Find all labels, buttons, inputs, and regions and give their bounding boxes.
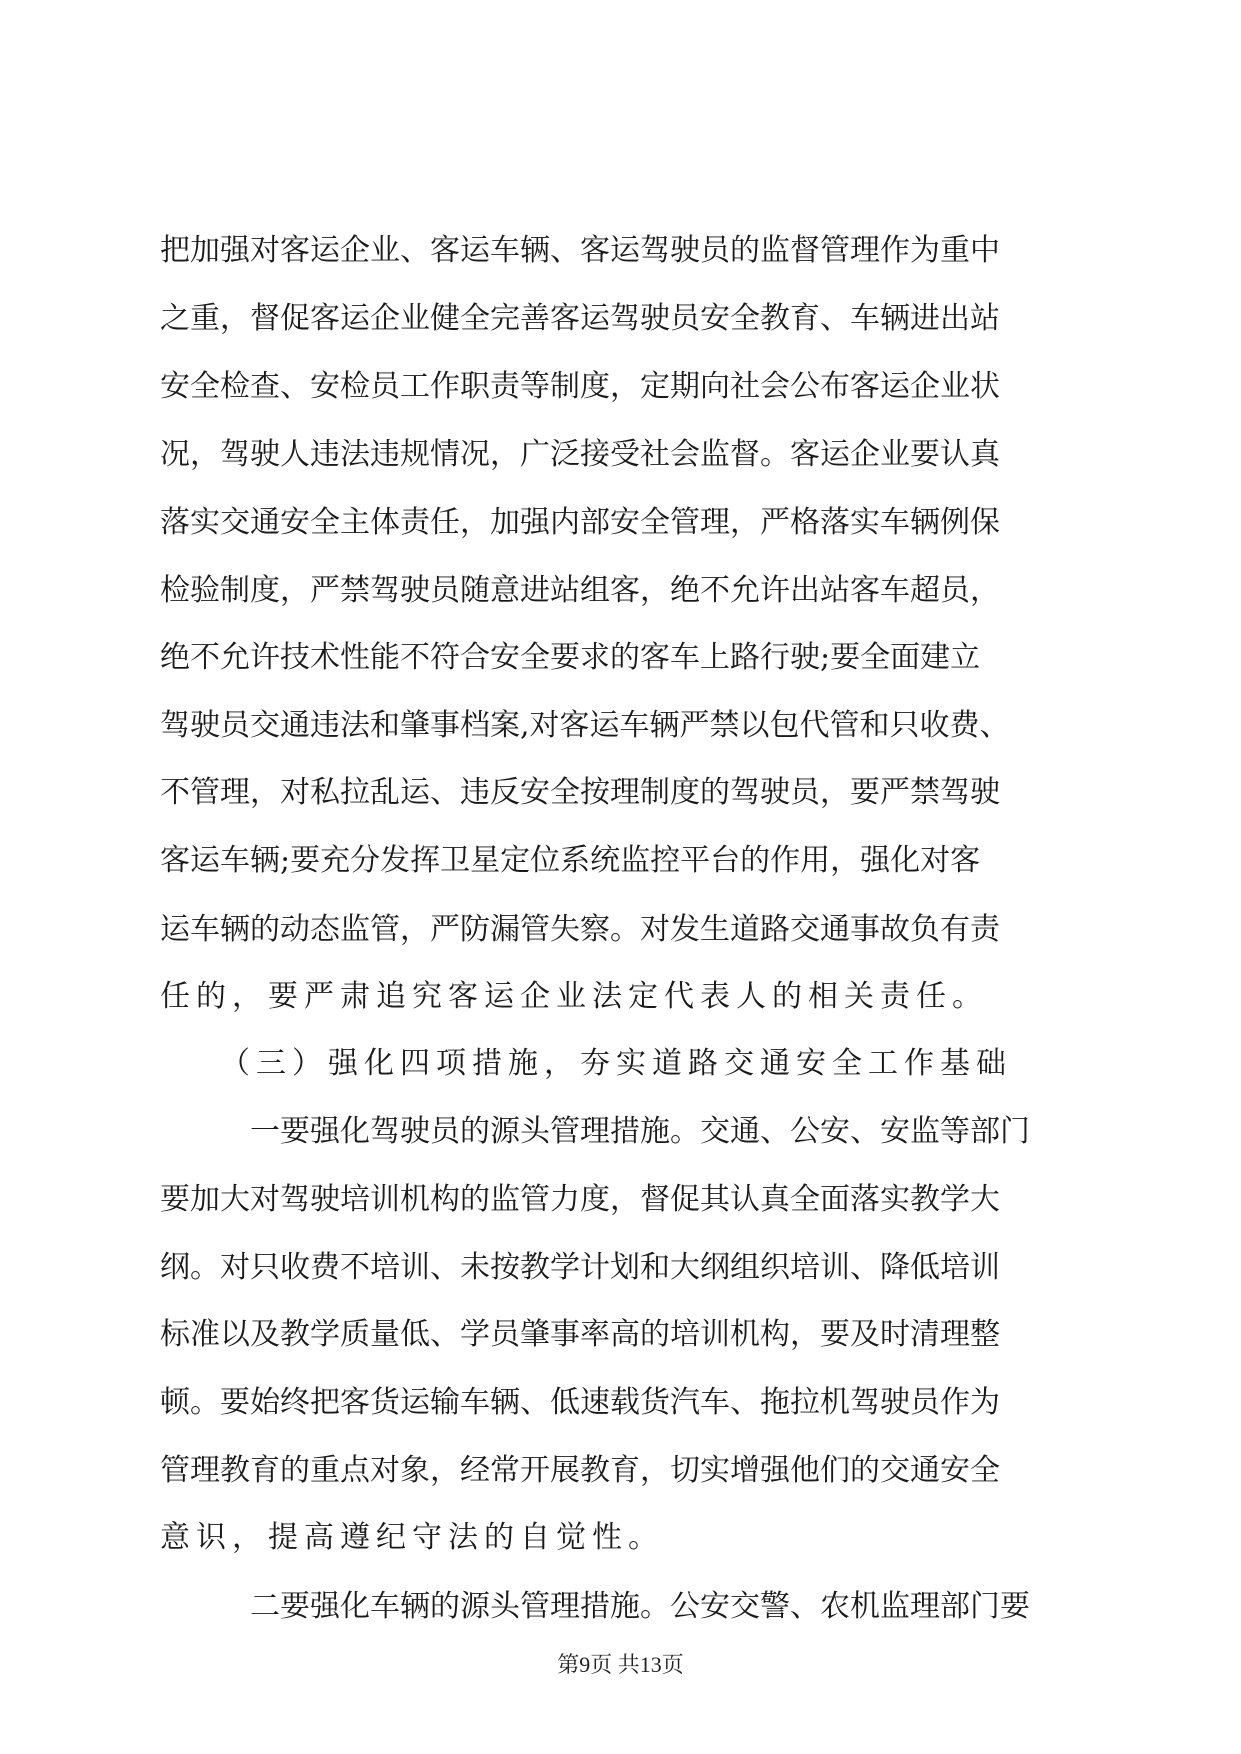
- page-footer: 第9页 共13页: [557, 1652, 684, 1677]
- text-line: 标准以及教学质量低、学员肇事率高的培训机构，要及时清理整: [160, 1317, 1000, 1352]
- text-line: 驾驶员交通违法和肇事档案,对客运车辆严禁以包代管和只收费、: [160, 708, 1010, 743]
- text-line: 任的，要严肃追究客运企业法定代表人的相关责任。: [160, 979, 988, 1014]
- text-line: 绝不允许技术性能不符合安全要求的客车上路行驶;要全面建立: [160, 640, 981, 675]
- text-line: 纲。对只收费不培训、未按教学计划和大纲组织培训、降低培训: [160, 1250, 1000, 1285]
- text-line: 况，驾驶人违法违规情况，广泛接受社会监督。客运企业要认真: [160, 437, 1000, 472]
- text-line: 管理教育的重点对象，经常开展教育，切实增强他们的交通安全: [160, 1453, 1000, 1488]
- text-line: 顿。要始终把客货运输车辆、低速载货汽车、拖拉机驾驶员作为: [160, 1385, 1000, 1420]
- text-line: 把加强对客运企业、客运车辆、客运驾驶员的监督管理作为重中: [160, 233, 1000, 268]
- section-heading: （三）强化四项措施，夯实道路交通安全工作基础: [220, 1046, 1012, 1081]
- text-line: 要加大对驾驶培训机构的监管力度，督促其认真全面落实教学大: [160, 1182, 1000, 1217]
- text-line: 之重，督促客运企业健全完善客运驾驶员安全教育、车辆进出站: [160, 301, 1000, 336]
- text-line: 安全检查、安检员工作职责等制度，定期向社会公布客运企业状: [160, 369, 1000, 404]
- text-line: 运车辆的动态监管，严防漏管失察。对发生道路交通事故负有责: [160, 912, 1000, 947]
- text-line: 落实交通安全主体责任，加强内部安全管理，严格落实车辆例保: [160, 505, 1000, 540]
- text-line: 二要强化车辆的源头管理措施。公安交警、农机监理部门要: [250, 1589, 1030, 1624]
- text-line: 客运车辆;要充分发挥卫星定位系统监控平台的作用，强化对客: [160, 843, 981, 878]
- text-line: 一要强化驾驶员的源头管理措施。交通、公安、安监等部门: [250, 1114, 1030, 1149]
- text-line: 不管理，对私拉乱运、违反安全按理制度的驾驶员，要严禁驾驶: [160, 775, 1000, 810]
- text-line: 检验制度，严禁驾驶员随意进站组客，绝不允许出站客车超员，: [160, 573, 1000, 608]
- text-line: 意识，提高遵纪守法的自觉性。: [160, 1520, 664, 1555]
